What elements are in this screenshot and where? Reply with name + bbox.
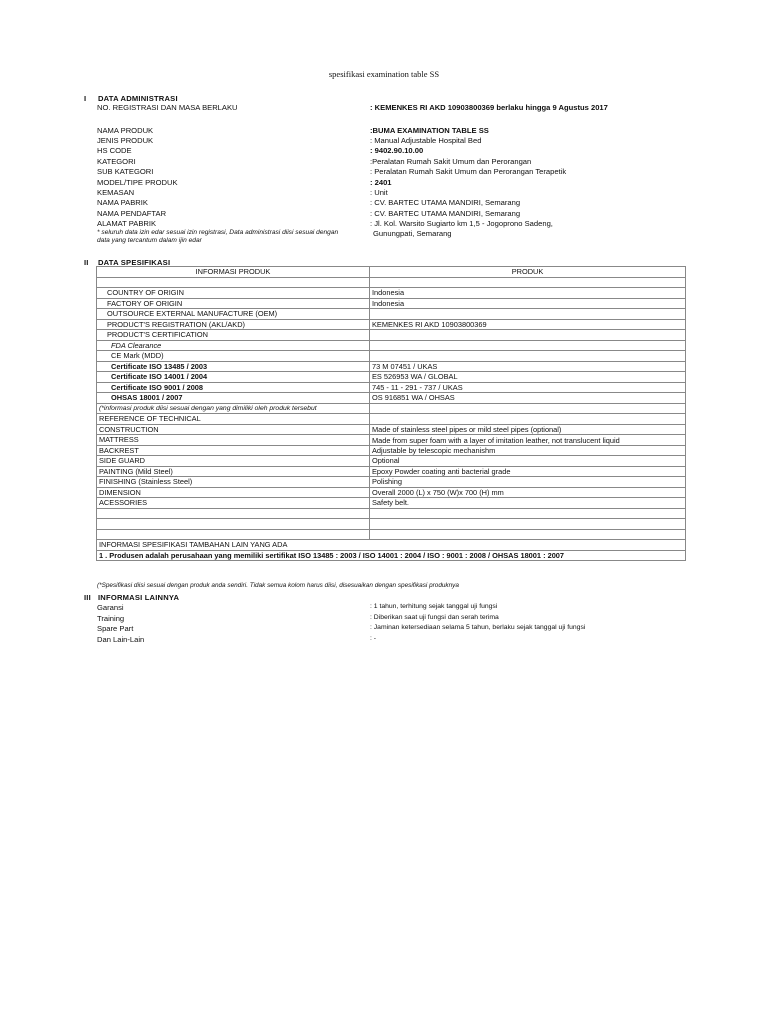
admin-value: : Peralatan Rumah Sakit Umum dan Perorangan Terapetik xyxy=(370,167,567,176)
admin-value: : 9402.90.10.00 xyxy=(370,146,424,155)
table-row xyxy=(97,508,686,519)
other-label: Training xyxy=(97,614,125,623)
table-header-row xyxy=(97,267,686,278)
table-row xyxy=(97,340,686,351)
section-1-number: I xyxy=(84,94,87,103)
table-cell-label: Certificate ISO 13485 / 2003 xyxy=(97,361,370,372)
admin-value: : CV. BARTEC UTAMA MANDIRI, Semarang xyxy=(370,198,521,207)
admin-label: NAMA PABRIK xyxy=(97,198,148,207)
table-cell-value xyxy=(370,508,686,519)
table-row xyxy=(97,466,686,477)
table-cell-value: ES 526953 WA / GLOBAL xyxy=(370,372,686,383)
table-row xyxy=(97,277,686,288)
table-row xyxy=(97,330,686,341)
table-cell-value: Polishing xyxy=(370,477,686,488)
table-cell-label: PRODUCT'S REGISTRATION (AKL/AKD) xyxy=(97,319,370,330)
table-cell-value: Made from super foam with a layer of imitation leather, not translucent liquid xyxy=(370,435,686,446)
spec-table xyxy=(96,266,686,561)
table-row xyxy=(97,519,686,530)
other-value: : Diberikan saat uji fungsi dan serah terima xyxy=(370,614,499,621)
table-cell-label: MATTRESS xyxy=(97,435,370,446)
table-cell-value: Made of stainless steel pipes or mild steel pipes (optional) xyxy=(370,424,686,435)
table-cell-label: REFERENCE OF TECHNICAL xyxy=(97,414,370,425)
table-cell-additional-info: 1 . Produsen adalah perusahaan yang memiliki sertifikat ISO 13485 : 2003 / ISO 14001 : 2004 / ISO : 9001 : 2008 / OHSAS 18001 : 2007 xyxy=(97,550,686,561)
table-row xyxy=(97,487,686,498)
table-row xyxy=(97,435,686,446)
table-cell-value xyxy=(370,330,686,341)
section-1-heading xyxy=(84,94,178,103)
other-label: Dan Lain-Lain xyxy=(97,635,145,644)
admin-label: NAMA PENDAFTAR xyxy=(97,209,167,218)
section-3-label: INFORMASI LAINNYA xyxy=(98,593,180,602)
admin-label: HS CODE xyxy=(97,146,132,155)
table-cell-label: CE Mark (MDD) xyxy=(97,351,370,362)
admin-label: SUB KATEGORI xyxy=(97,167,154,176)
table-cell-value xyxy=(370,340,686,351)
table-cell-label: Certificate ISO 9001 / 2008 xyxy=(97,382,370,393)
table-cell-value xyxy=(370,309,686,320)
table-cell-value: Indonesia xyxy=(370,288,686,299)
table-cell-label: FINISHING (Stainless Steel) xyxy=(97,477,370,488)
table-cell-label: Certificate ISO 14001 / 2004 xyxy=(97,372,370,383)
table-cell-value: Indonesia xyxy=(370,298,686,309)
table-cell-additional-info-heading: INFORMASI SPESIFIKASI TAMBAHAN LAIN YANG ADA xyxy=(97,540,686,551)
table-cell-value: Optional xyxy=(370,456,686,467)
table-row xyxy=(97,424,686,435)
table-cell-value xyxy=(370,277,686,288)
table-row xyxy=(97,309,686,320)
admin-value: : Jl. Kol. Warsito Sugiarto km 1,5 - Jogoprono Sadeng, xyxy=(370,219,553,228)
table-row xyxy=(97,361,686,372)
table-cell-value: KEMENKES RI AKD 10903800369 xyxy=(370,319,686,330)
table-row xyxy=(97,288,686,299)
table-cell-label: OUTSOURCE EXTERNAL MANUFACTURE (OEM) xyxy=(97,309,370,320)
table-cell-label: PRODUCT'S CERTIFICATION xyxy=(97,330,370,341)
document-title: spesifikasi examination table SS xyxy=(328,69,440,79)
table-row xyxy=(97,445,686,456)
other-label: Spare Part xyxy=(97,624,134,633)
table-cell-value: Epoxy Powder coating anti bacterial grade xyxy=(370,466,686,477)
table-row xyxy=(97,393,686,404)
table-header-info: INFORMASI PRODUK xyxy=(97,267,370,278)
admin-value: : KEMENKES RI AKD 10903800369 berlaku hingga 9 Agustus 2017 xyxy=(370,103,608,112)
table-row xyxy=(97,550,686,561)
table-cell-label: SIDE GUARD xyxy=(97,456,370,467)
table-cell-value xyxy=(370,529,686,540)
table-row xyxy=(97,529,686,540)
section-3-number: III xyxy=(84,593,91,602)
table-row xyxy=(97,403,686,414)
table-row xyxy=(97,298,686,309)
table-cell-value: 73 M 07451 / UKAS xyxy=(370,361,686,372)
table-cell-label xyxy=(97,519,370,530)
table-cell-value: Safety belt. xyxy=(370,498,686,509)
other-label: Garansi xyxy=(97,603,124,612)
table-cell-value: Overall 2000 (L) x 750 (W)x 700 (H) mm xyxy=(370,487,686,498)
admin-value: : 2401 xyxy=(370,178,392,187)
table-cell-value: Adjustable by telescopic mechanishm xyxy=(370,445,686,456)
table-cell-label xyxy=(97,277,370,288)
table-cell-label xyxy=(97,508,370,519)
spec-note: (*Spesifikasi diisi sesuai dengan produk anda sendiri. Tidak semua kolom harus diisi, disesuaikan dengan spesifikasi produknya xyxy=(97,582,459,589)
admin-value: : CV. BARTEC UTAMA MANDIRI, Semarang xyxy=(370,209,521,218)
section-3-heading xyxy=(84,593,179,602)
admin-label: NAMA PRODUK xyxy=(97,126,154,135)
table-cell-label xyxy=(97,529,370,540)
table-cell-label: PAINTING (Mild Steel) xyxy=(97,466,370,477)
table-cell-value: 745 - 11 - 291 - 737 / UKAS xyxy=(370,382,686,393)
table-row xyxy=(97,540,686,551)
admin-label: JENIS PRODUK xyxy=(97,136,154,145)
table-cell-value xyxy=(370,351,686,362)
table-cell-label: COUNTRY OF ORIGIN xyxy=(97,288,370,299)
table-cell-label: FDA Clearance xyxy=(97,340,370,351)
table-cell-value xyxy=(370,414,686,425)
table-row xyxy=(97,372,686,383)
other-value: : 1 tahun, terhitung sejak tanggal uji fungsi xyxy=(370,603,498,610)
admin-label: MODEL/TIPE PRODUK xyxy=(97,178,178,187)
table-row xyxy=(97,456,686,467)
table-row xyxy=(97,477,686,488)
table-cell-value: OS 916851 WA / OHSAS xyxy=(370,393,686,404)
table-cell-value xyxy=(370,519,686,530)
table-row xyxy=(97,498,686,509)
admin-note-line-2: data yang tercantum dalam ijin edar xyxy=(97,237,202,244)
admin-value: : Manual Adjustable Hospital Bed xyxy=(370,136,482,145)
section-1-label: DATA ADMINISTRASI xyxy=(98,94,178,103)
table-row xyxy=(97,382,686,393)
table-row xyxy=(97,351,686,362)
table-cell-label: CONSTRUCTION xyxy=(97,424,370,435)
admin-label: KATEGORI xyxy=(97,157,136,166)
table-cell-note: (*informasi produk diisi sesuai dengan yang dimiliki oleh produk tersebut xyxy=(97,403,370,414)
admin-value: : Unit xyxy=(370,188,388,197)
admin-address-line-2: Gunungpati, Semarang xyxy=(373,229,452,238)
table-row xyxy=(97,414,686,425)
admin-note-line-1: * seluruh data izin edar sesuai izin registrasi, Data administrasi diisi sesuai dengan xyxy=(97,229,339,236)
table-cell-label: OHSAS 18001 / 2007 xyxy=(97,393,370,404)
table-cell-label: ACESSORIES xyxy=(97,498,370,509)
table-cell-label: FACTORY OF ORIGIN xyxy=(97,298,370,309)
other-value: : - xyxy=(370,635,377,642)
table-cell-label: BACKREST xyxy=(97,445,370,456)
table-header-product: PRODUK xyxy=(370,267,686,278)
admin-label: KEMASAN xyxy=(97,188,135,197)
admin-value: :Peralatan Rumah Sakit Umum dan Perorangan xyxy=(370,157,532,166)
table-cell-label: DIMENSION xyxy=(97,487,370,498)
admin-value: :BUMA EXAMINATION TABLE SS xyxy=(370,126,489,135)
section-2-label: DATA SPESIFIKASI xyxy=(98,258,171,267)
table-row xyxy=(97,319,686,330)
other-value: : Jaminan ketersediaan selama 5 tahun, berlaku sejak tanggal uji fungsi xyxy=(370,624,586,631)
section-2-number: II xyxy=(84,258,89,267)
admin-label: NO. REGISTRASI DAN MASA BERLAKU xyxy=(97,103,238,112)
table-cell-value xyxy=(370,403,686,414)
admin-label: ALAMAT PABRIK xyxy=(97,219,157,228)
